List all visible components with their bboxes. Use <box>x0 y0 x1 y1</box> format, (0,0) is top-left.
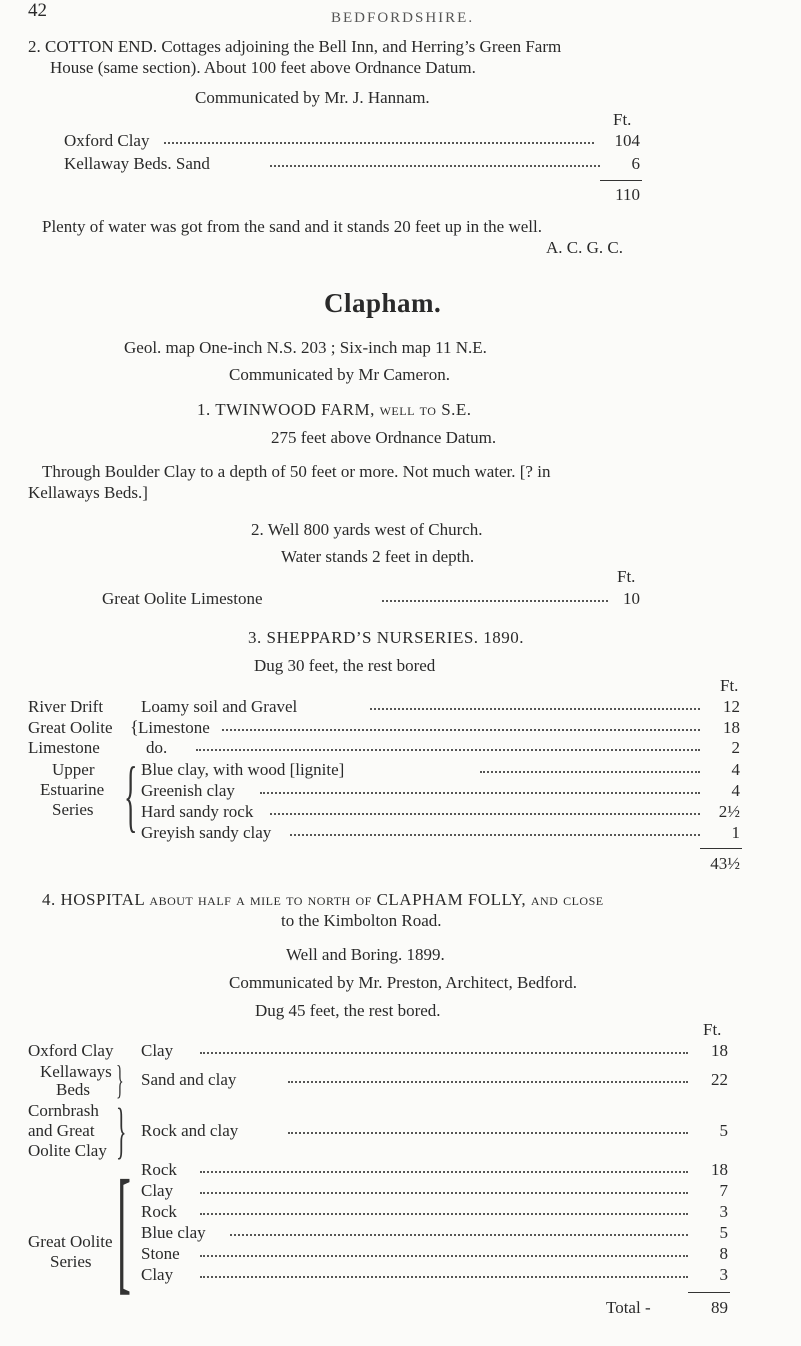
dot-leader <box>270 813 700 815</box>
sum-rule <box>700 848 742 849</box>
dot-leader <box>200 1213 688 1215</box>
stratum-name: Series <box>50 1252 92 1271</box>
ft-header: Ft. <box>720 676 739 695</box>
stratum-name: and Great <box>28 1121 95 1140</box>
stratum-name: Great Oolite <box>28 718 113 737</box>
dot-leader <box>288 1081 688 1083</box>
section-row-label: Great Oolite Limestone <box>102 589 263 608</box>
section-row-label: Greyish sandy clay <box>141 823 272 842</box>
total-label: Total - <box>606 1298 651 1317</box>
section-row-label: Blue clay, with wood [lignite] <box>141 760 345 779</box>
page-number: 42 <box>28 0 47 21</box>
dot-leader <box>200 1052 688 1054</box>
cotton-end-note: Plenty of water was got from the sand and it stands 20 feet up in the well. <box>42 217 542 236</box>
section-row-value: 4 <box>731 760 740 779</box>
section-row-value: 4 <box>731 781 740 800</box>
section-row-label: Limestone <box>138 718 210 737</box>
brace: } <box>116 1057 124 1102</box>
dot-leader <box>230 1234 688 1236</box>
dot-leader <box>270 165 600 167</box>
section-row-label: Greenish clay <box>141 781 235 800</box>
dot-leader <box>480 771 700 773</box>
ft-header: Ft. <box>613 110 632 129</box>
section-row-label: Loamy soil and Gravel <box>141 697 298 716</box>
section-row-value: 10 <box>623 589 640 608</box>
dot-leader <box>200 1276 688 1278</box>
section-row-value: 18 <box>723 718 740 737</box>
well-1-note: Through Boulder Clay to a depth of 50 feet or more. Not much water. [? in <box>42 462 551 481</box>
dot-leader <box>164 142 594 144</box>
well-4-heading-cont: to the Kimbolton Road. <box>281 911 442 930</box>
dot-leader <box>222 729 700 731</box>
section-row-label: Rock <box>141 1202 177 1221</box>
section-row-value: 2½ <box>718 802 740 821</box>
brace: { <box>124 752 138 840</box>
section-row-value: 1 <box>731 823 740 842</box>
dot-leader <box>260 792 700 794</box>
dot-leader <box>200 1255 688 1257</box>
sum-rule <box>688 1292 730 1293</box>
section-row-label: Sand and clay <box>141 1070 237 1089</box>
stratum-name: Beds <box>56 1080 90 1099</box>
sum-rule <box>600 180 642 181</box>
section-row-value: 5 <box>719 1121 728 1140</box>
section-total: 43½ <box>710 854 740 873</box>
stratum-name: Upper <box>52 760 95 779</box>
cotton-end-communicated: Communicated by Mr. J. Hannam. <box>195 88 430 107</box>
well-2-water: Water stands 2 feet in depth. <box>281 547 475 566</box>
well-2-heading: 2. Well 800 yards west of Church. <box>251 520 483 539</box>
well-1-heading: 1. TWINWOOD FARM, well to S.E. <box>197 400 472 419</box>
section-row-label: Hard sandy rock <box>141 802 254 821</box>
well-4-communicated: Communicated by Mr. Preston, Architect, Bedford. <box>229 973 577 992</box>
section-row-label: Kellaway Beds. Sand <box>64 154 210 173</box>
section-total: 110 <box>615 185 640 204</box>
dot-leader <box>288 1132 688 1134</box>
stratum-name: Cornbrash <box>28 1101 99 1120</box>
cotton-end-heading-cont: House (same section). About 100 feet above Ordnance Datum. <box>50 58 476 77</box>
well-4-dug: Dug 45 feet, the rest bored. <box>255 1001 441 1020</box>
section-row-value: 7 <box>719 1181 728 1200</box>
section-row-label: Oxford Clay <box>64 131 150 150</box>
section-row-label: Clay <box>141 1041 174 1060</box>
stratum-name: River Drift <box>28 697 104 716</box>
stratum-name: Limestone <box>28 738 100 757</box>
well-1-height: 275 feet above Ordnance Datum. <box>271 428 497 447</box>
section-row-label: do. <box>146 738 168 757</box>
geol-map-ref: Geol. map One-inch N.S. 203 ; Six-inch map 11 N.E. <box>124 338 487 357</box>
section-title: Clapham. <box>324 288 442 318</box>
stratum-name: Oolite Clay <box>28 1141 107 1160</box>
dot-leader <box>200 1171 688 1173</box>
stratum-name: Estuarine <box>40 780 105 799</box>
section-row-value: 5 <box>719 1223 728 1242</box>
dot-leader <box>382 600 608 602</box>
well-4-heading: 4. HOSPITAL about half a mile to north of CLAPHAM FOLLY, and close <box>42 890 604 909</box>
ft-header: Ft. <box>617 567 636 586</box>
section-row-value: 3 <box>719 1202 728 1221</box>
stratum-name: Series <box>52 800 94 819</box>
section-row-value: 2 <box>731 738 740 757</box>
well-4-year: Well and Boring. 1899. <box>286 945 445 964</box>
section-row-value: 12 <box>723 697 740 716</box>
section-row-label: Clay <box>141 1181 174 1200</box>
section-total: 89 <box>711 1298 728 1317</box>
stratum-name: Kellaways <box>40 1062 112 1081</box>
section-row-label: Stone <box>141 1244 180 1263</box>
section-row-value: 6 <box>631 154 640 173</box>
section-row-value: 8 <box>719 1244 728 1263</box>
running-title: BEDFORDSHIRE. <box>331 10 475 26</box>
dot-leader <box>200 1192 688 1194</box>
brace: } <box>116 1097 127 1165</box>
clapham-communicated: Communicated by Mr Cameron. <box>229 365 450 384</box>
dot-leader <box>290 834 700 836</box>
stratum-name: Great Oolite <box>28 1232 113 1251</box>
section-row-label: Rock <box>141 1160 177 1179</box>
section-row-value: 22 <box>711 1070 728 1089</box>
section-row-value: 104 <box>614 131 640 150</box>
section-row-value: 18 <box>711 1041 728 1060</box>
dot-leader <box>196 749 700 751</box>
well-3-dug: Dug 30 feet, the rest bored <box>254 656 436 675</box>
section-row-label: Blue clay <box>141 1223 206 1242</box>
well-3-heading: 3. SHEPPARD’S NURSERIES. 1890. <box>248 628 525 647</box>
section-row-value: 3 <box>719 1265 728 1284</box>
dot-leader <box>370 708 700 710</box>
signature: A. C. G. C. <box>546 238 623 257</box>
section-row-value: 18 <box>711 1160 728 1179</box>
well-1-note-cont: Kellaways Beds.] <box>28 483 148 502</box>
brace: { <box>130 717 139 737</box>
stratum-name: Oxford Clay <box>28 1041 114 1060</box>
ft-header: Ft. <box>703 1020 722 1039</box>
section-row-label: Clay <box>141 1265 174 1284</box>
section-row-label: Rock and clay <box>141 1121 239 1140</box>
cotton-end-heading: 2. COTTON END. Cottages adjoining the Bell Inn, and Herring’s Green Farm <box>28 37 562 56</box>
brace: [ <box>117 1152 131 1307</box>
